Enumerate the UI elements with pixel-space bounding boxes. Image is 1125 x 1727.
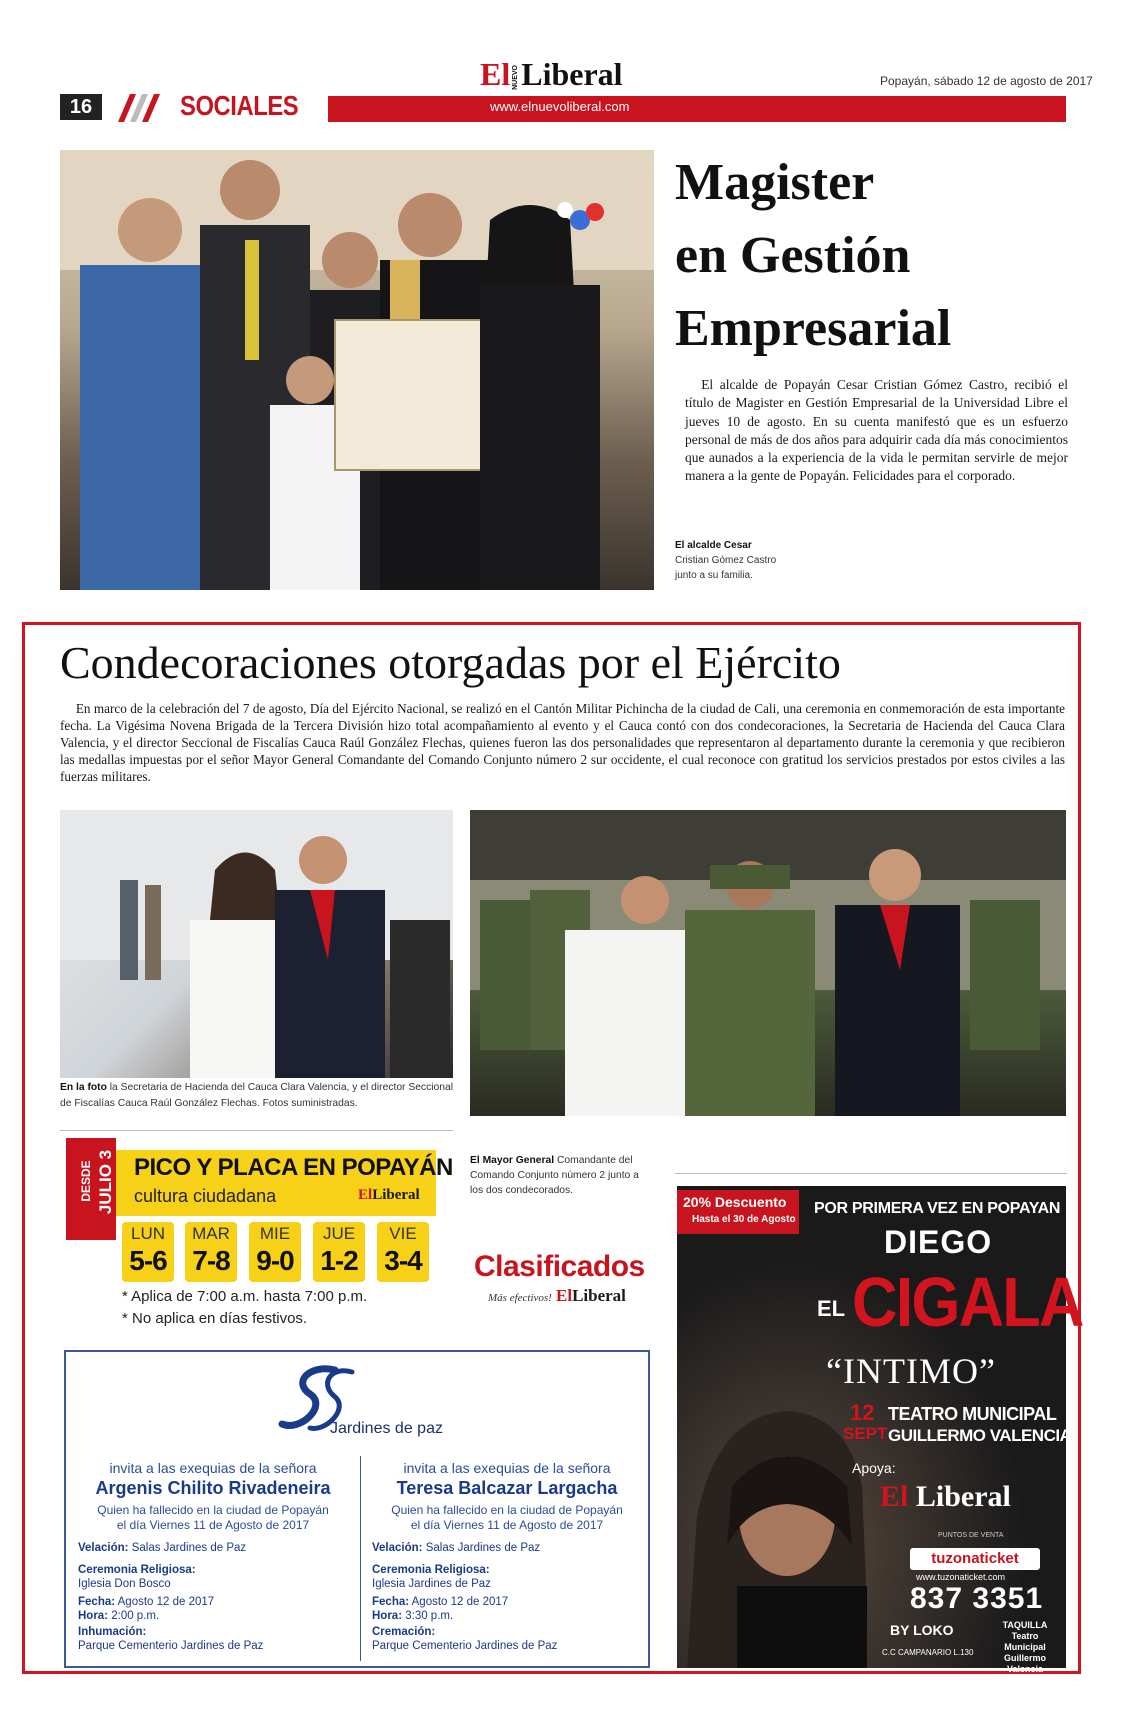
pico-placa-tag-top: DESDE [79,1160,93,1202]
ceremonia-label: Ceremonia Religiosa: [372,1564,490,1576]
velacion-label: Velación: [372,1542,423,1554]
tuzonaticket-logo: tuzonaticket [910,1548,1040,1570]
day-plates: 3-4 [384,1245,422,1276]
sponsor-label: Apoya: [852,1460,896,1476]
pico-placa-tag-bottom: JULIO 3 [96,1149,115,1215]
discount-until: Hasta el 30 de Agosto [692,1214,796,1225]
show-name: “INTIMO” [826,1351,996,1391]
ticket-phone: 837 3351 [910,1582,1044,1615]
final-label: Cremación: [372,1626,436,1638]
article1-title-line: Magister [675,154,875,211]
obituary-hora [372,1609,642,1623]
fecha-value: Agosto 12 de 2017 [411,1596,509,1608]
final-label: Inhumación: [78,1626,147,1638]
header-red-bar [328,96,1066,122]
pico-placa-note: * Aplica de 7:00 a.m. hasta 7:00 p.m. [122,1288,368,1305]
obituary-died: Quien ha fallecido en la ciudad de Popayán [97,1503,329,1517]
obituary-person: Argenis Chilito Rivadeneira [95,1478,331,1498]
pico-placa-day [185,1222,237,1282]
site-url[interactable]: www.elnuevoliberal.com [490,99,630,114]
sponsor-logo [880,1480,1011,1514]
newspaper-logo [480,56,623,93]
clasificados-title[interactable]: Clasificados [474,1250,645,1283]
obituary-died: el día Viernes 11 de Agosto de 2017 [116,1518,310,1532]
hora-label: Hora: [372,1610,403,1622]
hora-value: 3:30 p.m. [405,1610,454,1622]
article1-title-line: en Gestión [675,227,911,284]
obituary-fecha [372,1595,642,1609]
taquilla-line: Teatro Municipal [1004,1631,1046,1652]
day-name: JUE [322,1224,356,1243]
article1-title [675,146,1075,365]
header-date: Popayán, sábado 12 de agosto de 2017 [880,74,1093,88]
day-plates: 5-6 [129,1245,167,1276]
logo-el: El [880,1480,909,1513]
obituary-invite: invita a las exequias de la señora [109,1460,317,1476]
obituary-velacion [372,1541,642,1555]
logo-liberal: Liberal [915,1480,1011,1513]
concert-venue: TEATRO MUNICIPAL [888,1404,1057,1424]
obituary-column [372,1460,642,1653]
logo-liberal: Liberal [521,56,623,92]
artist-first-name: DIEGO [884,1224,993,1260]
separator [60,1130,453,1131]
pico-placa-logo [358,1187,420,1204]
photo2-caption-text: la Secretaria de Hacienda del Cauca Clara Valencia, y el director Seccional de Fiscalías Cauca Raúl González Flechas. Fotos suministradas. [60,1082,453,1109]
velacion-label: Velación: [78,1542,129,1554]
pico-placa-title: PICO Y PLACA EN POPAYÁN [134,1154,453,1181]
final-value: Parque Cementerio Jardines de Paz [372,1640,558,1652]
secretaria-director-photo [60,810,453,1078]
photo3-caption-bold: El Mayor General [470,1155,555,1166]
taquilla-info [990,1620,1060,1675]
obituary-died: el día Viernes 11 de Agosto de 2017 [410,1518,604,1532]
photo3-caption-text: Comandante del Comando Conjunto número 2 junto a los dos condecorados. [470,1155,639,1196]
pico-placa-note: * No aplica en días festivos. [122,1310,308,1327]
pico-placa-subtitle: cultura ciudadana [134,1186,277,1206]
logo-el: El [556,1286,573,1305]
fecha-value: Agosto 12 de 2017 [117,1596,215,1608]
logo-liberal: Liberal [372,1187,420,1203]
obituary-hora [78,1609,348,1623]
byloko-location: C.C CAMPANARIO L.130 [882,1648,974,1657]
photo2-caption-bold: En la foto [60,1082,107,1093]
velacion-value: Salas Jardines de Paz [131,1542,247,1554]
ceremonia-value: Iglesia Jardines de Paz [372,1578,491,1590]
sales-points-label: PUNTOS DE VENTA [938,1532,1004,1539]
photo2-caption [60,1080,453,1112]
obituary-final [372,1625,642,1639]
hora-value: 2:00 p.m. [111,1610,160,1622]
obituary-person: Teresa Balcazar Largacha [396,1478,618,1498]
graduation-photo-art [60,150,654,590]
clasificados-tagline: Más efectivos! [488,1292,552,1304]
jardines-divider [360,1456,361,1661]
velacion-value: Salas Jardines de Paz [425,1542,541,1554]
article1-body: El alcalde de Popayán Cesar Cristian Gómez Castro, recibió el título de Magister en Gestión Empresarial de la Universidad Libre el jueves 10 de agosto. En su cuenta manifestó que es un esfuerzo personal de más de dos años para adquirir cada día más conocimientos que aunados a la experiencia de la vida le permitan servirle de mejor manera a la gente de Popayán. Felicidades para el corporado. [685,377,1068,484]
article2-title: Condecoraciones otorgadas por el Ejército [60,637,841,688]
photo3-caption [470,1153,650,1198]
article1-caption-bold: El alcalde Cesar [675,540,752,551]
graduation-family-photo [60,150,654,590]
logo-nuevo: NUEVO [512,65,520,91]
artist-last-name: CIGALA [852,1263,1083,1341]
article1-title-line: Empresarial [675,300,952,357]
pico-placa-day [377,1222,429,1282]
logo-liberal: Liberal [572,1286,626,1305]
fecha-label: Fecha: [78,1596,116,1608]
jardines-brand: Jardines de paz [330,1420,443,1437]
day-name: LUN [130,1224,165,1243]
separator [675,1173,1067,1174]
day-plates: 9-0 [256,1245,294,1276]
concert-month: SEPT [843,1424,888,1443]
article1-caption-line: junto a su familia. [675,570,753,581]
fecha-label: Fecha: [372,1596,410,1608]
photo2-art [60,810,453,1078]
pico-placa-tag-text [66,1138,116,1240]
logo-el: El [358,1187,373,1203]
pico-placa-day [122,1222,174,1282]
day-name: MIE [259,1224,291,1243]
section-name: SOCIALES [180,90,299,121]
obituary-ceremonia [372,1563,642,1577]
concert-venue: GUILLERMO VALENCIA [888,1426,1072,1445]
ceremonia-value: Iglesia Don Bosco [78,1578,171,1590]
hora-label: Hora: [78,1610,109,1622]
obituary-fecha [78,1595,348,1609]
concert-day: 12 [850,1400,875,1425]
final-value: Parque Cementerio Jardines de Paz [78,1640,264,1652]
obituary-ceremonia [78,1563,348,1577]
obituary-velacion [78,1541,348,1555]
logo-el: El [480,56,511,92]
page-number: 16 [60,94,102,120]
obituary-column [78,1460,348,1653]
section-stripes-icon [108,90,168,122]
byloko-logo: BY LOKO [890,1622,954,1638]
article1-caption-line: Cristian Gómez Castro [675,555,777,566]
article1-caption [675,538,825,583]
obituary-final [78,1625,348,1639]
mayor-general-photo [470,810,1066,1116]
tuzonaticket-url[interactable]: www.tuzonaticket.com [916,1572,1006,1582]
obituary-invite: invita a las exequias de la señora [403,1460,611,1476]
pico-placa-day [313,1222,365,1282]
day-plates: 1-2 [320,1245,358,1276]
discount-text: 20% Descuento [683,1194,787,1210]
pico-placa-day [249,1222,301,1282]
concert-first-time: POR PRIMERA VEZ EN POPAYAN [814,1200,1061,1217]
day-name: MAR [192,1224,230,1243]
taquilla-line: TAQUILLA [1002,1620,1048,1630]
artist-el: EL [817,1296,846,1321]
photo3-art [470,810,1066,1116]
day-plates: 7-8 [192,1245,230,1276]
article2-body: En marco de la celebración del 7 de agosto, Día del Ejército Nacional, se realizó en el Cantón Militar Pichincha de la ciudad de Cali, una ceremonia en conmemoración de esta importante fecha. La Vigésima Novena Brigada de la Tercera División hizo total acompañamiento al evento y el Cauca contó con dos condecoraciones, la Secretaria de Hacienda del Cauca Clara Valencia, y el director Seccional de Fiscalías Cauca Raúl González Flechas, quienes fueron las dos personalidades que representaron al departamento durante la ceremonia y que recibieron las medallas impuestas por el señor Mayor General Comandante del Comando Conjunto número 2 sur occidente, el cual reconoce con gratitud los servicios prestados por estos civiles a las fuerzas militares. [60,701,1065,784]
obituary-died: Quien ha fallecido en la ciudad de Popayán [391,1503,623,1517]
ceremonia-label: Ceremonia Religiosa: [78,1564,196,1576]
taquilla-line: Guillermo Valencia [1003,1653,1046,1674]
day-name: VIE [389,1224,417,1243]
clasificados-logo [556,1286,626,1306]
